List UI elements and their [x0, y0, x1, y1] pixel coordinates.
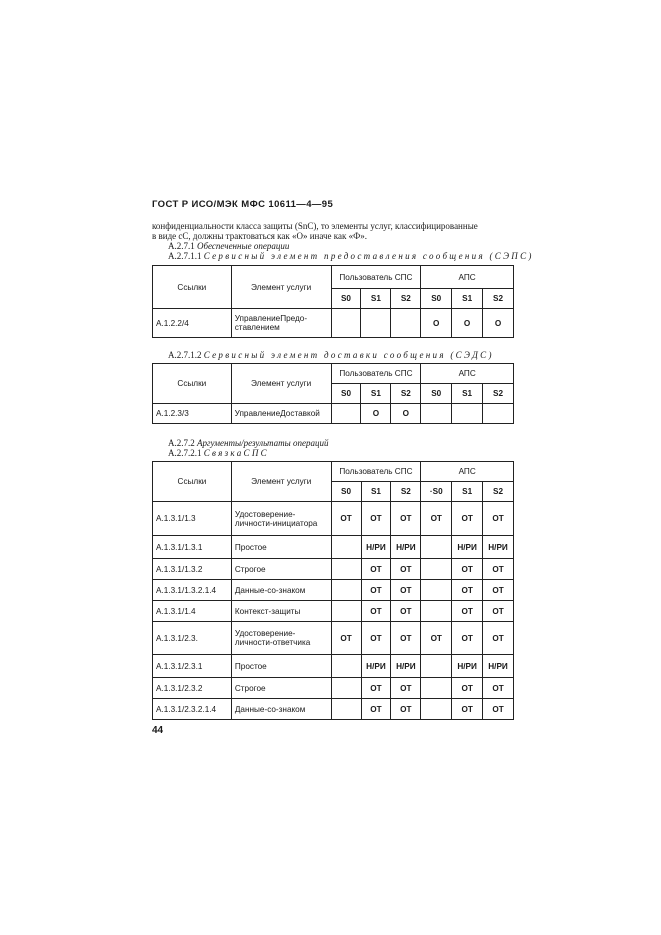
cell-value: Н/РИ — [391, 655, 421, 678]
header-user: Пользователь СПС — [331, 266, 421, 289]
cell-value — [421, 404, 452, 424]
cell-value — [331, 404, 361, 424]
cell-value: ОТ — [452, 580, 483, 601]
cell-value: О — [483, 309, 514, 338]
cell-value: ОТ — [391, 601, 421, 622]
cell-element: Удостоверение-личности-ответчика — [231, 622, 331, 655]
cell-value: ОТ — [483, 699, 514, 720]
cell-value: Н/РИ — [391, 536, 421, 559]
page-number: 44 — [152, 725, 164, 736]
section-number: А.2.7.1 — [168, 241, 195, 251]
section-2-7-1-2 — [168, 350, 494, 360]
cell-value: ОТ — [483, 622, 514, 655]
cell-ref: А.1.3.1/2.3. — [153, 622, 232, 655]
header-aps: АПС — [421, 364, 514, 384]
cell-element: УправлениеДоставкой — [231, 404, 331, 424]
cell-value: Н/РИ — [361, 536, 391, 559]
cell-value: ОТ — [391, 559, 421, 580]
header-s0: S0 — [421, 384, 452, 404]
cell-value: ОТ — [391, 502, 421, 536]
cell-value: ОТ — [361, 622, 391, 655]
table-row — [153, 309, 514, 338]
cell-value: ОТ — [391, 678, 421, 699]
cell-value: ОТ — [331, 502, 361, 536]
cell-value: ОТ — [361, 601, 391, 622]
cell-value — [452, 404, 483, 424]
cell-element: Строгое — [231, 678, 331, 699]
cell-value: ОТ — [452, 622, 483, 655]
cell-value: ОТ — [452, 502, 483, 536]
header-element: Элемент услуги — [231, 364, 331, 404]
cell-ref: А.1.3.1/1.3.1 — [153, 536, 232, 559]
section-number: А.2.7.1.2 — [168, 350, 202, 360]
header-s2: S2 — [391, 384, 421, 404]
table-seds — [152, 363, 514, 424]
cell-element: Удостоверение-личности-инициатора — [231, 502, 331, 536]
cell-value — [331, 309, 361, 338]
table-row — [153, 580, 514, 601]
cell-value — [331, 559, 361, 580]
cell-value — [331, 699, 361, 720]
cell-value: Н/РИ — [483, 655, 514, 678]
cell-value — [421, 601, 452, 622]
table-row — [153, 699, 514, 720]
cell-value: Н/РИ — [452, 655, 483, 678]
cell-element: Строгое — [231, 559, 331, 580]
header-user: Пользователь СПС — [331, 462, 421, 482]
header-s2: S2 — [483, 384, 514, 404]
table-row — [153, 536, 514, 559]
header-s1: S1 — [452, 384, 483, 404]
header-s2: S2 — [483, 289, 514, 309]
table-row — [153, 622, 514, 655]
cell-value: ОТ — [483, 678, 514, 699]
cell-value: ОТ — [452, 559, 483, 580]
cell-value — [421, 536, 452, 559]
cell-value: ОТ — [483, 601, 514, 622]
cell-value: О — [452, 309, 483, 338]
header-refs: Ссылки — [153, 364, 232, 404]
section-title: СвязкаСПС — [203, 448, 269, 458]
header-s1: S1 — [361, 482, 391, 502]
header-s0: ·S0 — [421, 482, 452, 502]
cell-value: ОТ — [361, 559, 391, 580]
cell-value: ОТ — [391, 622, 421, 655]
header-s2: S2 — [391, 289, 421, 309]
cell-value — [361, 309, 391, 338]
cell-value — [331, 580, 361, 601]
cell-ref: А.1.3.1/1.4 — [153, 601, 232, 622]
header-element: Элемент услуги — [231, 462, 331, 502]
page-header: ГОСТ Р ИСО/МЭК МФС 10611—4—95 — [152, 199, 334, 210]
cell-value: ОТ — [361, 699, 391, 720]
cell-value: ОТ — [483, 580, 514, 601]
cell-value: ОТ — [331, 622, 361, 655]
section-2-7-2-1 — [168, 448, 269, 458]
section-title: Сервисный элемент предоставления сообщения (СЭПС) — [203, 251, 534, 261]
section-2-7-1-1 — [168, 251, 534, 261]
header-user: Пользователь СПС — [331, 364, 421, 384]
cell-ref: А.1.3.1/1.3.2.1.4 — [153, 580, 232, 601]
section-title: Аргументы/результаты операций — [197, 438, 329, 448]
table-row — [153, 559, 514, 580]
cell-value: ОТ — [391, 699, 421, 720]
cell-value: ОТ — [483, 502, 514, 536]
intro-line-2: в виде сС, должны трактоваться как «О» иначе как «Ф». — [152, 231, 367, 241]
cell-value — [331, 678, 361, 699]
cell-value — [421, 678, 452, 699]
cell-value: ОТ — [361, 502, 391, 536]
cell-value — [421, 699, 452, 720]
cell-value: ОТ — [361, 580, 391, 601]
header-element: Элемент услуги — [231, 266, 331, 309]
section-title: Обеспеченные операции — [197, 241, 290, 251]
table-row — [153, 502, 514, 536]
header-s1: S1 — [361, 289, 391, 309]
header-s2: S2 — [391, 482, 421, 502]
cell-value — [331, 536, 361, 559]
table-svyazka-sps — [152, 461, 514, 720]
cell-ref: А.1.3.1/2.3.2 — [153, 678, 232, 699]
header-s1: S1 — [452, 482, 483, 502]
cell-ref: А.1.3.1/2.3.1 — [153, 655, 232, 678]
cell-value: ОТ — [421, 622, 452, 655]
table-row — [153, 678, 514, 699]
header-s0: S0 — [331, 289, 361, 309]
table-row — [153, 404, 514, 424]
cell-element: Данные-со-знаком — [231, 699, 331, 720]
header-s0: S0 — [331, 482, 361, 502]
header-s0: S0 — [421, 289, 452, 309]
section-number: А.2.7.2 — [168, 438, 195, 448]
cell-value: ОТ — [483, 559, 514, 580]
cell-value: ОТ — [361, 678, 391, 699]
intro-line-1: конфиденциальности класса защиты (SnC), то элементы услуг, классифицированные — [152, 221, 478, 231]
header-refs: Ссылки — [153, 266, 232, 309]
cell-value: ОТ — [452, 601, 483, 622]
cell-value: ОТ — [452, 699, 483, 720]
cell-value — [421, 580, 452, 601]
cell-value — [421, 655, 452, 678]
header-s1: S1 — [452, 289, 483, 309]
section-2-7-1 — [168, 241, 289, 251]
cell-ref: А.1.2.2/4 — [153, 309, 232, 338]
cell-element: Простое — [231, 536, 331, 559]
section-2-7-2 — [168, 438, 329, 448]
cell-ref: А.1.2.3/3 — [153, 404, 232, 424]
cell-value: Н/РИ — [452, 536, 483, 559]
header-aps: АПС — [421, 266, 514, 289]
section-number: А.2.7.2.1 — [168, 448, 202, 458]
cell-value: ОТ — [452, 678, 483, 699]
cell-element: УправлениеПредо-ставлением — [231, 309, 331, 338]
cell-value — [331, 655, 361, 678]
cell-value: О — [391, 404, 421, 424]
cell-ref: А.1.3.1/2.3.2.1.4 — [153, 699, 232, 720]
header-s0: S0 — [331, 384, 361, 404]
cell-ref: А.1.3.1/1.3 — [153, 502, 232, 536]
cell-value — [391, 309, 421, 338]
header-s1: S1 — [361, 384, 391, 404]
cell-value: О — [421, 309, 452, 338]
cell-element: Простое — [231, 655, 331, 678]
header-s2: S2 — [483, 482, 514, 502]
cell-value — [483, 404, 514, 424]
cell-element: Контекст-защиты — [231, 601, 331, 622]
table-sepc — [152, 265, 514, 338]
cell-value: Н/РИ — [483, 536, 514, 559]
cell-element: Данные-со-знаком — [231, 580, 331, 601]
cell-value: ОТ — [391, 580, 421, 601]
cell-value: ОТ — [421, 502, 452, 536]
cell-ref: А.1.3.1/1.3.2 — [153, 559, 232, 580]
table-row — [153, 601, 514, 622]
header-refs: Ссылки — [153, 462, 232, 502]
section-number: А.2.7.1.1 — [168, 251, 202, 261]
cell-value — [421, 559, 452, 580]
table-row — [153, 655, 514, 678]
cell-value: Н/РИ — [361, 655, 391, 678]
section-title: Сервисный элемент доставки сообщения (СЭДС) — [203, 350, 494, 360]
header-aps: АПС — [421, 462, 514, 482]
cell-value — [331, 601, 361, 622]
cell-value: О — [361, 404, 391, 424]
